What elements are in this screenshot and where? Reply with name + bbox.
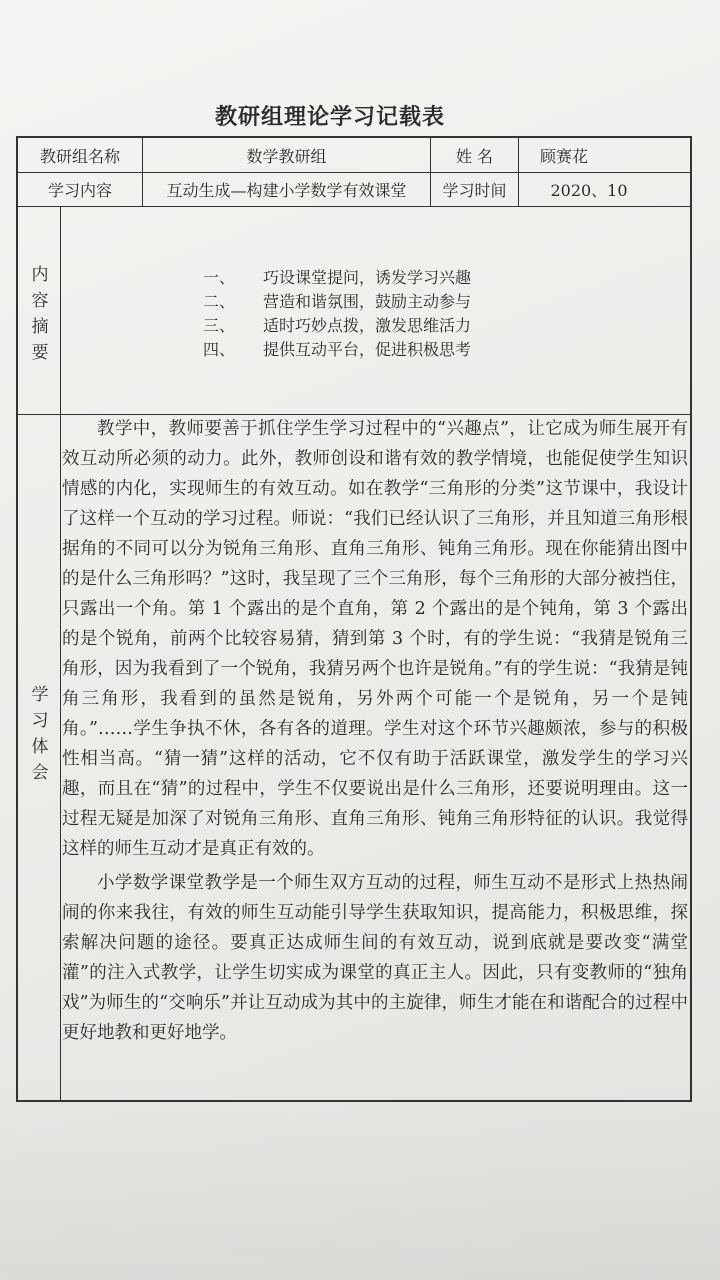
group-name-label: 教研组名称 [39,146,120,166]
summary-item [203,314,471,338]
reflection-label-char: 学 [31,685,49,705]
summary-item [203,290,471,314]
summary-item-text: 巧设课堂提问，诱发学习兴趣 [263,268,472,287]
label-column-divider [60,206,61,1100]
group-name-value: 数学教研组 [246,146,327,166]
study-content-value: 互动生成—构建小学数学有效课堂 [166,181,407,200]
summary-item-text: 提供互动平台，促进积极思考 [263,340,472,359]
form-title: 教研组理论学习记载表 [214,104,445,130]
reflection-paragraph: 小学数学课堂教学是一个师生双方互动的过程，师生互动不是形式上热热闹闹的你来我往，有效的师生互动能引导学生获取知识，提高能力，积极思维，探索解决问题的途径。要真正达成师生间的有效互动，说到底就是要改变“满堂灌”的注入式教学，让学生切实成为课堂的真正主人。因此，只有变教师的“独角戏”为师生的“交响乐”并让互动成为其中的主旋律，师生才能在和谐配合的过程中更好地教和更好地学。 [62,873,688,1043]
reflection-body [62,414,688,1048]
summary-item [203,338,471,362]
name-label: 姓 名 [455,146,494,166]
summary-item [203,266,471,290]
record-form [16,136,692,1102]
summary-label-char: 摘 [31,317,49,337]
summary-label-char: 内 [31,265,49,285]
row-divider-2 [18,206,690,207]
study-content-label: 学习内容 [47,181,112,200]
reflection-label-char: 会 [31,763,49,783]
reflection-label-char: 习 [31,711,49,731]
summary-item-number: 一、 [203,268,236,287]
summary-item-number: 四、 [203,340,236,359]
study-time-value: 2020、10 [550,181,628,200]
summary-item-text: 适时巧妙点拨，激发思维活力 [263,316,472,335]
summary-list [203,266,471,362]
study-time-label: 学习时间 [442,181,507,200]
summary-label [28,262,52,366]
name-value: 顾赛花 [539,146,588,166]
summary-item-number: 三、 [203,316,236,335]
reflection-label-char: 体 [31,737,49,757]
reflection-label [28,682,52,786]
summary-item-number: 二、 [203,292,236,311]
summary-label-char: 要 [31,343,49,363]
reflection-paragraph: 教学中，教师要善于抓住学生学习过程中的“兴趣点”，让它成为师生展开有效互动所必须的动力。此外，教师创设和谐有效的教学情境，也能促使学生知识情感的内化，实现师生的有效互动。如在教学“三角形的分类”这节课中，我设计了这样一个互动的学习过程。师说：“我们已经认识了三角形，并且知道三角形根据角的不同可以分为锐角三角形、直角三角形、钝角三角形。现在你能猜出图中的是什么三角形吗？”这时，我呈现了三个三角形，每个三角形的大部分被挡住，只露出一个角。第 1 个露出的是个直角，第 2 个露出的是个钝角，第 3 个露出的是个锐角，前两个比较容易猜，猜到第 3 个时，有的学生说：“我猜是锐角三角形，因为我看到了一个锐角，我猜另两个也许是锐角。”有的学生说：“我猜是钝角三角形，我看到的虽然是锐角，另外两个可能一个是锐角，另一个是钝角。”……学生争执不休，各有各的道理。学生对这个环节兴趣颇浓，参与的积极性相当高。“猜一猜”这样的活动，它不仅有助于活跃课堂，激发学生的学习兴趣，而且在“猜”的过程中，学生不仅要说出是什么三角形，还要说明理由。这一过程无疑是加深了对锐角三角形、直角三角形、钝角三角形特征的认识。我觉得这样的师生互动才是真正有效的。 [62,419,688,859]
summary-item-text: 营造和谐氛围，鼓励主动参与 [263,292,472,311]
summary-label-char: 容 [31,291,49,311]
